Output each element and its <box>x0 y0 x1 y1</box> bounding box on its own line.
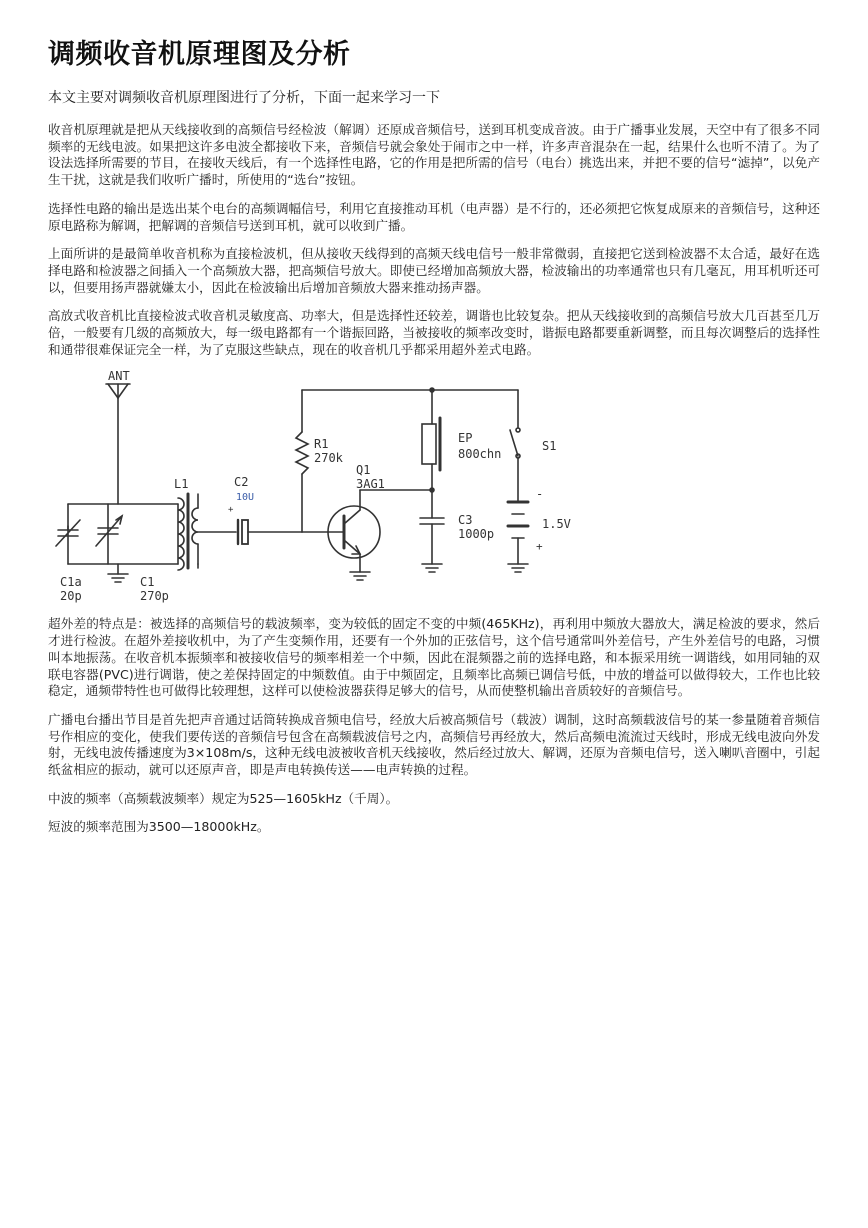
c2-capacitor <box>238 520 302 544</box>
c1a-value: 20p <box>60 589 82 604</box>
c1-value: 270p <box>140 589 169 604</box>
battery-value: 1.5V <box>542 517 571 532</box>
ant-label: ANT <box>108 369 130 384</box>
c1-label: C1 <box>140 575 155 590</box>
paragraph-6: 广播电台播出节目是首先把声音通过话筒转换成音频电信号，经放大后被高频信号（载波）调制，这时高频载波信号的某一参量随着音频信号作相应的变化，使我们要传送的音频信号包含在高频载波信号之内，高频信号再经放大，然后高频电流流过天线时，形成无线电波向外发射，无线电波传播速度为3×108m/s，这种无线电波被收音机天线接收，然后经过放大、解调，还原为音频电信号，送入喇叭音圈中，引起纸盆相应的振动，就可以还原声音，即是声电转换传送——电声转换的过程。 <box>48 711 820 778</box>
c1-capacitor <box>96 504 122 564</box>
circuit-diagram <box>48 368 820 604</box>
q1-transistor <box>302 490 432 580</box>
r1-label: R1 <box>314 437 329 452</box>
ep-label: EP <box>458 431 473 446</box>
l1-coil <box>178 494 198 570</box>
battery-symbol <box>508 502 528 572</box>
c3-value: 1000p <box>458 527 495 542</box>
c1a-label: C1a <box>60 575 82 590</box>
ep-value: 800chn <box>458 447 502 462</box>
r1-resistor <box>296 390 308 532</box>
l1-label: L1 <box>174 477 189 492</box>
paragraph-3: 上面所讲的是最简单收音机称为直接检波机，但从接收天线得到的高频天线电信号一般非常微弱，直接把它送到检波器不太合适，最好在选择电路和检波器之间插入一个高频放大器，把高频信号放大。即使已经增加高频放大器，检波输出的功率通常也只有几毫瓦，用耳机听还可以，但要用扬声器就嫌太小，因此在检波输出后增加音频放大器来推动扬声器。 <box>48 246 820 295</box>
paragraph-1: 收音机原理就是把从天线接收到的高频信号经检波（解调）还原成音频信号，送到耳机变成音波。由于广播事业发展，天空中有了很多不同频率的无线电波。如果把这许多电波全都接收下来，音频信号就会象处于闹市之中一样，许多声音混杂在一起，结果什么也听不清了。为了设法选择所需要的节目，在接收天线后，有一个选择性电路，它的作用是把所需的信号（电台）挑选出来，并把不要的信号“滤掉”，以免产生干扰，这就是我们收听广播时，所使用的“选台”按钮。 <box>48 122 820 188</box>
battery-plus: + <box>536 540 543 554</box>
ep-earphone <box>422 390 440 518</box>
s1-switch <box>510 390 520 502</box>
q1-value: 3AG1 <box>356 477 385 492</box>
antenna-symbol <box>106 384 130 504</box>
paragraph-4: 高放式收音机比直接检波式收音机灵敏度高、功率大，但是选择性还较差，调谐也比较复杂。把从天线接收到的高频信号放大几百甚至几万倍，一般要有几级的高频放大，每一级电路都有一个谐振回路，当被接收的频率改变时，谐振电路都要重新调整，而且每次调整后的选择性和通带很难保证完全一样，为了克服这些缺点，现在的收音机几乎都采用超外差式电路。 <box>48 308 820 357</box>
article <box>48 36 820 836</box>
c2-label: C2 <box>234 475 249 490</box>
c2-plus: + <box>228 505 234 516</box>
paragraph-8: 短波的频率范围为3500—18000kHz。 <box>48 819 270 835</box>
intro-text: 本文主要对调频收音机原理图进行了分析，下面一起来学习一下 <box>48 90 440 106</box>
circuit-svg <box>48 368 820 604</box>
battery-minus: - <box>536 487 544 502</box>
c3-capacitor <box>420 518 444 572</box>
c2-value: 10U <box>236 492 255 504</box>
page-title: 调频收音机原理图及分析 <box>48 39 351 70</box>
s1-label: S1 <box>542 439 557 454</box>
r1-value: 270k <box>314 451 343 466</box>
paragraph-2: 选择性电路的输出是选出某个电台的高频调幅信号，利用它直接推动耳机（电声器）是不行的，还必须把它恢复成原来的音频信号，这种还原电路称为解调，把解调的音频信号送到耳机，就可以收到广播。 <box>48 200 820 233</box>
q1-label: Q1 <box>356 463 371 478</box>
c3-label: C3 <box>458 513 473 528</box>
paragraph-7: 中波的频率（高频载波频率）规定为525—1605kHz（千周）。 <box>48 790 399 806</box>
paragraph-5: 超外差的特点是：被选择的高频信号的载波频率，变为较低的固定不变的中频(465KHz)，再利用中频放大器放大，满足检波的要求，然后才进行检波。在超外差接收机中，为了产生变频作用，还要有一个外加的正弦信号，这个信号通常叫外差信号，产生外差信号的电路，习惯叫本地振荡。在收音机本振频率和被接收信号的频率相差一个中频，因此在混频器之前的选择电路，和本振采用统一调谐线，如用同轴的双联电容器(PVC)进行调谐，使之差保持固定的中频数值。由于中频固定，且频率比高频已调信号低，中放的增益可以做得较大，工作也比较稳定，通频带特性也可做得比较理想，这样可以使检波器获得足够大的信号，从而使整机输出音质较好的音频信号。 <box>48 616 820 699</box>
